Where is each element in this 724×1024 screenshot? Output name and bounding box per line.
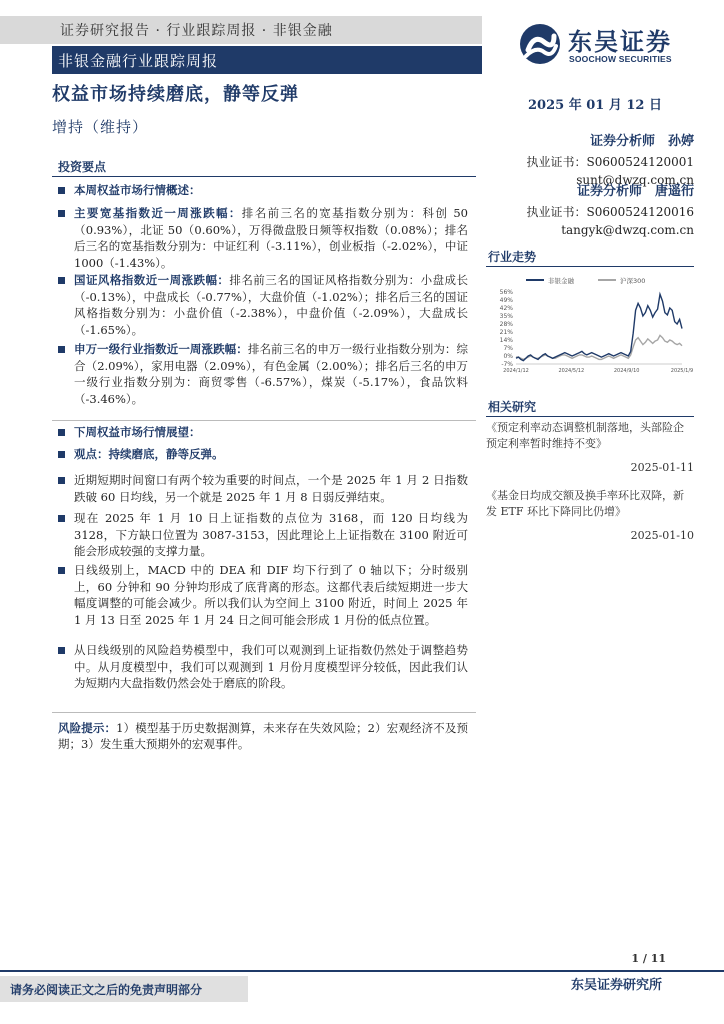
divider bbox=[52, 420, 476, 421]
top-banner bbox=[0, 16, 482, 44]
logo-cn-text: 东吴证券 bbox=[568, 28, 672, 56]
bullet-head: 国证风格指数近一周涨跌幅： bbox=[74, 273, 230, 287]
disclaimer-bar bbox=[0, 976, 248, 1002]
y-tick-label: 7% bbox=[503, 345, 513, 352]
risk-note bbox=[58, 720, 468, 752]
trend-chart bbox=[486, 270, 694, 380]
divider bbox=[486, 416, 694, 417]
y-tick-label: 56% bbox=[499, 289, 513, 296]
report-title: 权益市场持续磨底，静等反弹 bbox=[52, 84, 299, 105]
sub-banner bbox=[52, 46, 482, 74]
bullet-head: 申万一级行业指数近一周涨跌幅： bbox=[74, 342, 248, 356]
paragraph-text: 现在 2025 年 1 月 10 日上证指数的点位为 3168，而 120 日均线为 3128，下方缺口位置为 3087-3153，因此理论上上证指数在 3100 附近可能会形成较强的支撑力量。 bbox=[74, 511, 468, 558]
page-number: 1 / 11 bbox=[631, 952, 666, 965]
paragraph-text: 日线级别上，MACD 中的 DEA 和 DIF 均下行到了 0 轴以下；分时级别上，60 分钟和 90 分钟均形成了底背离的形态。这都代表后续短期进一步大幅度调整的可能会减少。所以我们认为空间上 3100 附近，时间上 2025 年 1 月 13 日至 2025 年 1 月 24 日之间可能会形成 1 月份的低点位置。 bbox=[74, 563, 468, 627]
y-tick-label: 28% bbox=[499, 321, 513, 328]
y-tick-label: 35% bbox=[499, 313, 513, 320]
divider bbox=[52, 176, 476, 177]
view-item bbox=[58, 446, 468, 463]
bullet-text: 排名前三名的国证风格指数分别为：小盘成长（-0.13%），中盘成长（-0.77%），大盘价值（-1.02%）；排名后三名的国证风格指数分别为：小盘价值（-2.38%），中盘价值（-2.09%），大盘成长（-1.65%）。 bbox=[74, 273, 468, 337]
footer-org: 东吴证券研究所 bbox=[570, 978, 662, 993]
paragraph-item bbox=[58, 472, 468, 505]
bullet-square-icon bbox=[58, 210, 65, 217]
bullet-head: 主要宽基指数近一周涨跌幅： bbox=[74, 206, 242, 220]
related-item[interactable] bbox=[486, 488, 694, 544]
analyst-block-2 bbox=[527, 180, 694, 237]
bullet-square-icon bbox=[58, 515, 65, 522]
paragraph-text: 近期短期时间窗口有两个较为重要的时间点，一个是 2025 年 1 月 2 日指数跌破 60 日均线，另一个就是 2025 年 1 月 8 日弱反弹结束。 bbox=[74, 473, 468, 504]
legend-label: 沪深300 bbox=[620, 277, 646, 285]
analyst-cert: 执业证书：S0600524120016 bbox=[526, 205, 694, 219]
section-heading-text: 下周权益市场行情展望： bbox=[74, 425, 201, 439]
analyst-block-1 bbox=[527, 128, 694, 187]
bullet-item bbox=[58, 272, 468, 338]
bullet-square-icon bbox=[58, 187, 65, 194]
divider bbox=[52, 712, 476, 713]
bullet-text: 排名前三名的申万一级行业指数分别为：综合（2.09%），家用电器（2.09%），有色金属（2.00%）；排名后三名的申万一级行业指数分别为：商贸零售（-6.57%），煤炭（-5.17%），食品饮料（-3.46%）。 bbox=[74, 342, 469, 406]
related-label: 相关研究 bbox=[488, 400, 537, 414]
paragraph-item bbox=[58, 642, 468, 692]
analyst-email[interactable]: tangyk@dwzq.com.cn bbox=[561, 223, 694, 237]
analyst-email[interactable]: sunt@dwzq.com.cn bbox=[576, 173, 694, 187]
logo-mark-icon bbox=[518, 22, 562, 66]
section-heading-2 bbox=[58, 424, 468, 441]
rating: 增持（维持） bbox=[52, 118, 149, 136]
y-tick-label: 21% bbox=[499, 329, 513, 336]
company-logo bbox=[518, 22, 708, 72]
section-heading-1 bbox=[58, 182, 468, 199]
bullet-square-icon bbox=[58, 451, 65, 458]
bullet-square-icon bbox=[58, 647, 65, 654]
view-text: 观点：持续磨底，静等反弹。 bbox=[74, 447, 224, 461]
y-tick-label: 49% bbox=[499, 297, 513, 304]
legend-label: 非银金融 bbox=[548, 277, 574, 285]
y-tick-label: 0% bbox=[503, 353, 513, 360]
x-tick-label: 2025/1/9 bbox=[670, 368, 694, 374]
bullet-item bbox=[58, 341, 468, 407]
bullet-item bbox=[58, 205, 468, 271]
analyst-name: 证券分析师 孙婷 bbox=[589, 134, 694, 149]
x-tick-label: 2024/1/12 bbox=[503, 368, 529, 374]
y-tick-label: -7% bbox=[501, 361, 513, 368]
analyst-name: 证券分析师 唐遥衎 bbox=[576, 184, 694, 199]
sub-banner-text: 非银金融行业跟踪周报 bbox=[58, 52, 219, 70]
analyst-cert: 执业证书：S0600524120001 bbox=[526, 155, 694, 169]
risk-text: 1）模型基于历史数据测算，未来存在失效风险；2）宏观经济不及预期；3）发生重大预期外的宏观事件。 bbox=[58, 721, 468, 751]
divider bbox=[486, 266, 694, 267]
risk-head: 风险提示： bbox=[58, 721, 117, 735]
paragraph-item bbox=[58, 510, 468, 560]
top-banner-text: 证券研究报告 · 行业跟踪周报 · 非银金融 bbox=[60, 23, 333, 39]
key-points-heading: 投资要点 bbox=[58, 160, 107, 174]
footer-divider bbox=[0, 970, 724, 972]
paragraph-item bbox=[58, 562, 468, 628]
related-item-title[interactable]: 《基金日均成交额及换手率环比双降，新发 ETF 环比下降同比仍增》 bbox=[486, 489, 684, 518]
series-line-0 bbox=[516, 294, 682, 360]
related-item-date: 2025-01-11 bbox=[630, 461, 694, 474]
x-tick-label: 2024/9/10 bbox=[613, 368, 640, 374]
bullet-square-icon bbox=[58, 567, 65, 574]
y-tick-label: 14% bbox=[499, 337, 513, 344]
bullet-square-icon bbox=[58, 429, 65, 436]
section-heading-text: 本周权益市场行情概述： bbox=[74, 183, 201, 197]
related-item-date: 2025-01-10 bbox=[630, 529, 694, 542]
related-item[interactable] bbox=[486, 420, 694, 476]
bullet-square-icon bbox=[58, 477, 65, 484]
x-tick-label: 2024/5/12 bbox=[558, 368, 585, 374]
bullet-square-icon bbox=[58, 346, 65, 353]
trend-label: 行业走势 bbox=[488, 250, 537, 264]
paragraph-text: 从日线级别的风险趋势模型中，我们可以观测到上证指数仍然处于调整趋势中。从月度模型中，我们可以观测到 1 月份月度模型评分较低，因此我们认为短期内大盘指数仍然会处于磨底的阶段。 bbox=[74, 643, 468, 690]
bullet-text: 排名前三名的宽基指数分别为：科创 50（0.93%），北证 50（0.60%），万得微盘股日频等权指数（0.08%）；排名后三名的宽基指数分别为：中证红利（-3.11%），创业板指（-2.02%），中证 1000（-1.43%）。 bbox=[74, 206, 468, 270]
related-item-title[interactable]: 《预定利率动态调整机制落地，头部险企预定利率暂时维持不变》 bbox=[486, 421, 684, 450]
bullet-square-icon bbox=[58, 277, 65, 284]
y-tick-label: 42% bbox=[499, 305, 513, 312]
disclaimer-text[interactable]: 请务必阅读正文之后的免责声明部分 bbox=[10, 983, 203, 997]
logo-en-text: SOOCHOW SECURITIES bbox=[569, 54, 672, 64]
report-date: 2025 年 01 月 12 日 bbox=[528, 98, 662, 113]
